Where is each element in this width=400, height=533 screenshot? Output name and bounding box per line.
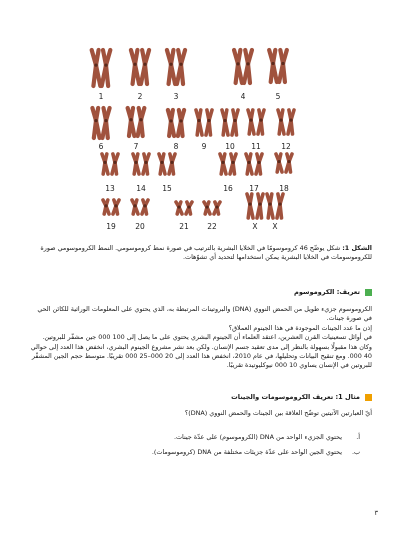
chromosome-pair-14 [133,154,149,174]
definition-marker-icon [365,289,372,296]
option-a-letter: أ. [356,433,360,441]
figure-caption [28,244,372,263]
chromosome-number-label: 20 [135,222,145,231]
chromosome-number-label: 12 [281,142,291,151]
chromosome-number-label: 10 [225,142,235,151]
example-heading-text: مثال 1: تعريف الكروموسومات والجينات [231,393,360,401]
chromosome-pair-7 [128,108,145,136]
caption-label: الشكل 1: [342,244,372,252]
chromosome-number-label: 2 [137,92,143,101]
chromosome-pair-20 [132,200,148,214]
chromosome-number-label: 14 [136,184,146,193]
chromosome-number-label: 1 [98,92,104,101]
definition-heading [294,288,372,296]
chromosome-number-label: 18 [279,184,289,193]
chromosome-number-label: 5 [275,92,281,101]
option-a-text: يحتوي الجزيء الواحد من DNA (الكروموسوم) على عدّة جينات. [173,433,342,441]
karyotype-figure [0,0,400,240]
chromosome-number-label: 16 [223,184,233,193]
option-b-text: يحتوي الجين الواحد على عدّة جزيئات مختلفة من DNA (كروموسومات). [151,448,342,457]
chromosome-pair-22 [204,202,220,214]
chromosome-number-label: 8 [173,142,179,151]
chromosome-pair-18 [276,154,292,172]
chromosome-pair-2 [131,50,149,84]
chromosome-pair-6 [92,108,109,138]
chromosome-pair-17 [246,154,262,174]
chromosome-number-label: 21 [179,222,189,231]
example-question: أيّ العبارتين الآتيتين توضّح العلاقة بين الجينات والحمض النووي (DNA)؟ [184,409,372,417]
example-heading [231,393,372,401]
chromosome-pair-19 [103,200,119,214]
option-a[interactable] [40,433,360,442]
chromosome-pair-10 [222,110,238,135]
chromosome-pair-21 [176,202,192,214]
chromosome-number-label: 19 [106,222,116,231]
chromosome-pair-23 [247,194,263,218]
definition-question: إذن ما عدد الجينات الموجودة في هذا الجينوم العملاق؟ [228,323,372,332]
chromosome-pair-3 [167,50,185,84]
chromosome-pair-13 [102,154,118,174]
example-marker-icon [365,394,372,401]
chromosome-number-label: 15 [162,184,172,193]
chromosome-pair-24 [267,194,283,218]
definition-text: الكروموسوم جزيء طويل من الحمض النووي (DNA) والبروتينات المرتبطة به، الذي يحتوي على المعلومات الوراثية للكائن الحي في صورة جينات. [37,305,372,323]
caption-text: شكل يوضّح 46 كروموسومًا في الخلايا البشرية بالترتيب في صورة نمط كروموسومي. النمط الكروموسومي صورة للكروموسومات في الخلايا البشرية يمكن استخدامها لتحديد أي تشوّهات. [40,244,372,262]
chromosome-number-label: 7 [133,142,139,151]
definition-paragraph: في أوائل تسعينيات القرن العشرين، اعتقد العلماء أن الجينوم البشري يحتوي على ما يصل إلى 100 000 جين مشفّر للبروتين. وكان هذا مقبولًا بسهولة بالنظر إلى مدى تعقيد جسم الإنسان. ولكن بعد نشر مشروع الجينوم البشري، انخفض هذا العدد إلى حوالي 40 000. ومع تنقيح البيانات وتحليلها، في عام 2010، انخفض هذا العدد إلى 20 000–25 000 تقريبًا. متوسط حجم الجين المشفّر للبروتين في الإنسان يساوي 10 000 نيوكليوتيدة تقريبًا. [30,333,372,370]
answer-options [40,433,360,464]
chromosome-number-label: X [272,222,278,231]
chromosome-number-label: 9 [201,142,207,151]
chromosome-pair-5 [269,50,287,82]
chromosome-number-label: 17 [249,184,259,193]
chromosome-number-label: 22 [207,222,217,231]
chromosome-number-label: X [252,222,258,231]
chromosome-pair-11 [248,110,264,134]
option-b-letter: ب. [351,448,360,457]
option-b[interactable] [40,448,360,457]
page-number: ٣ [374,509,378,517]
chromosome-pair-16 [220,154,236,174]
chromosome-pair-4 [234,50,252,83]
chromosome-number-label: 13 [105,184,115,193]
chromosome-pair-1 [92,50,111,86]
chromosome-number-label: 11 [251,142,261,151]
chromosome-pair-15 [159,154,175,174]
chromosome-pair-12 [278,110,294,134]
definition-body [28,305,372,371]
chromosome-pair-9 [196,110,212,135]
definition-heading-text: تعريف: الكروموسوم [294,288,360,296]
chromosome-pair-8 [168,110,184,136]
chromosome-number-label: 4 [240,92,246,101]
chromosome-number-label: 3 [173,92,179,101]
chromosome-number-label: 6 [98,142,104,151]
